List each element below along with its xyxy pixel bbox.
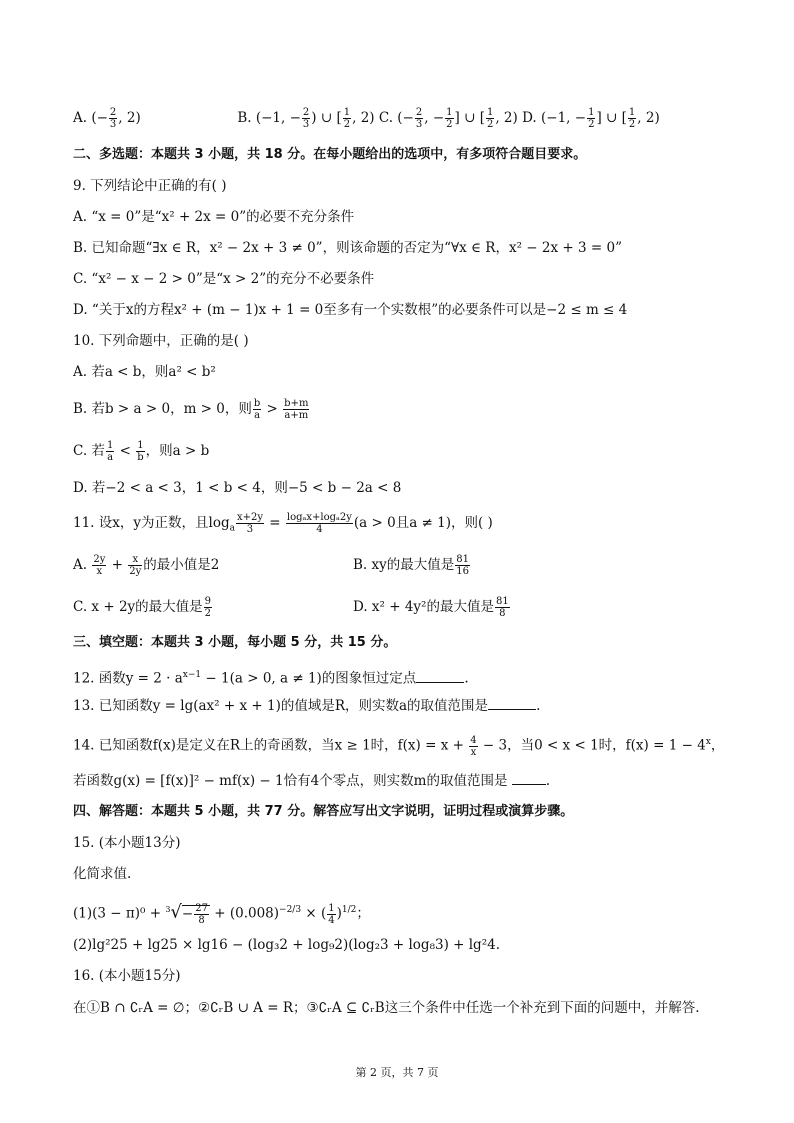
q10-option-d: D. 若−2 < a < 3，1 < b < 4，则−5 < b − 2a < 8 (73, 480, 402, 496)
q10-stem: 10. 下列命题中，正确的是( ) (73, 333, 249, 349)
q11-option-d: D. x² + 4y²的最大值是 $\frac{81}{8}$ (353, 596, 509, 619)
q12: 12. 函数$y = 2 \cdot a^{x-1} - 1(a > 0$, a ≠ 1)的图象恒过定点 . (73, 670, 469, 687)
q9-stem: 9. 下列结论中正确的有( ) (73, 178, 227, 194)
q14-line-1: 14. 已知函数f(x)是定义在R上的奇函数，当x ≥ 1时，f(x) = x + $\frac{4}{x}$ − 3，当0 < x < 1时，$f(x) = 1 - 4^x$， (73, 734, 725, 758)
answer-blank[interactable] (488, 697, 536, 710)
q10-option-c: C. 若 $\frac{1}{a}$ < $\frac{1}{b}$ ，则a > b (73, 440, 210, 463)
answer-blank[interactable] (416, 670, 464, 683)
q13: 13. 已知函数y = lg(ax² + x + 1)的值域是R，则实数a的取值范围是 . (73, 698, 541, 714)
q11-option-a: A. $\frac{2y}{x}$ + $\frac{x}{2y}$ 的最小值是2 (73, 554, 220, 577)
section-4-heading: 四、解答题：本题共 5 小题，共 77 分。解答应写出文字说明，证明过程或演算步骤。 (73, 804, 574, 819)
q8-option-c: C. (− $\frac{2}{3}$ , − $\frac{1}{2}$ ] ∪ [ $\frac{1}{2}$ , 2) (378, 107, 518, 130)
section-2-heading: 二、多选题：本题共 3 小题，共 18 分。在每小题给出的选项中，有多项符合题目要求。 (73, 147, 587, 162)
section-3-heading: 三、填空题：本题共 3 小题，每小题 5 分，共 15 分。 (73, 635, 397, 650)
q15-intro: 化简求值. (73, 866, 132, 882)
q8-option-a: A. (− $\frac{2}{3}$ , 2) (73, 107, 141, 130)
q15-part-1: (1)(3 − π)⁰ + $^3$√− $\frac{27}{8}$ + $(0.008)^{-2/3}$ × ( $\frac{1}{4}$ )$^{1/2}$； (73, 901, 370, 926)
q10-option-b: B. 若b > a > 0，m > 0，则 $\frac{b}{a}$ > $\frac{b+m}{a+m}$ (73, 398, 309, 421)
q11-stem: 11. 设x，y为正数，且$\log_a$ $\frac{x+2y}{3}$ = $\frac{\text{logₐx+logₐ2y}}{4}$ (a > 0且a ≠ 1)，则( ) (73, 512, 493, 535)
q9-option-d: D. “关于x的方程x² + (m − 1)x + 1 = 0至多有一个实数根”的必要条件可以是−2 ≤ m ≤ 4 (73, 302, 628, 318)
q9-option-c: C. “x² − x − 2 > 0”是“x > 2”的充分不必要条件 (73, 271, 375, 287)
page-footer: 第 2 页，共 7 页 (355, 1066, 439, 1079)
q11-option-b: B. xy的最大值是 $\frac{81}{16}$ (353, 554, 469, 577)
q9-option-a: A. “x = 0”是“x² + 2x = 0”的必要不充分条件 (73, 209, 355, 225)
q11-option-c: C. x + 2y的最大值是 $\frac{9}{2}$ (73, 596, 212, 619)
q8-option-b: B. (−1, − $\frac{2}{3}$ ) ∪ [ $\frac{1}{2}$ , 2) (237, 107, 375, 130)
q8-options (73, 107, 660, 130)
answer-blank[interactable] (512, 772, 546, 785)
q9-option-b: B. 已知命题“∃x ∈ R，x² − 2x + 3 ≠ 0”，则该命题的否定为“∀x ∈ R，x² − 2x + 3 = 0” (73, 240, 622, 256)
q15-part-2: (2)lg²25 + lg25 × lg16 − (log₃2 + log₉2)(log₂3 + log₈3) + lg²4. (73, 937, 500, 953)
q8-option-d: D. (−1, − $\frac{1}{2}$ ] ∪ [ $\frac{1}{2}$ , 2) (522, 107, 660, 130)
q16-text: 在①B ∩ ∁ᵣA = ∅；②∁ᵣB ∪ A = R；③∁ᵣA ⊆ ∁ᵣB这三个条件中任选一个补充到下面的问题中，并解答. (73, 1000, 700, 1016)
q10-option-a: A. 若a < b，则a² < b² (73, 364, 216, 380)
q15-heading: 15. (本小题13分) (73, 835, 181, 851)
q14-line-2: 若函数g(x) = [f(x)]² − mf(x) − 1恰有4个零点，则实数m的取值范围是 . (73, 773, 551, 789)
q16-heading: 16. (本小题15分) (73, 968, 181, 984)
